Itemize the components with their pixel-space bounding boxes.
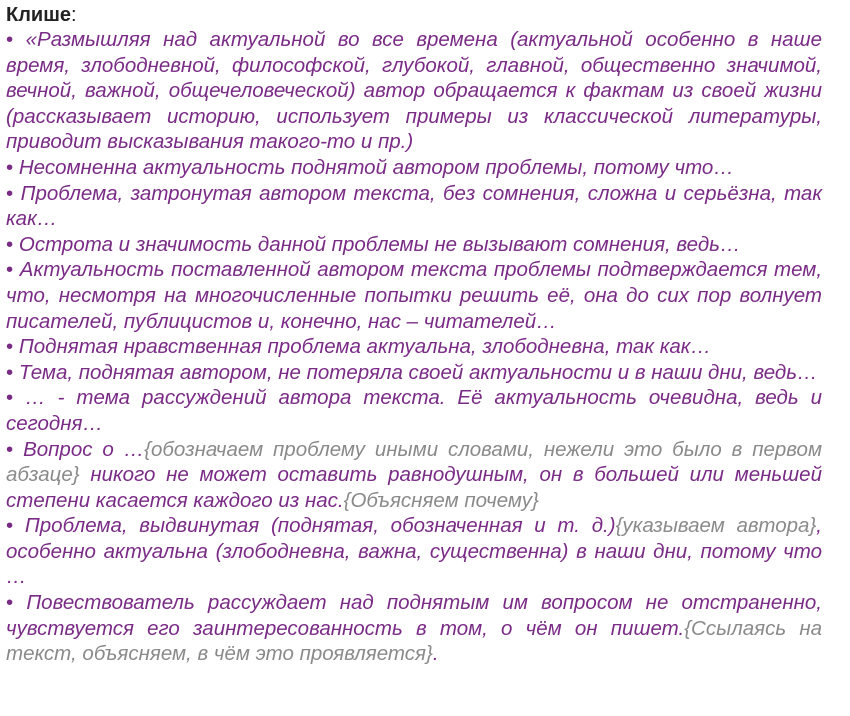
bullet-icon: •: [6, 181, 21, 205]
bullet-icon: •: [6, 360, 19, 384]
heading: [6, 3, 822, 27]
list-item: • Острота и значимость данной проблемы не вызывают сомнения, ведь…: [6, 232, 741, 256]
bullet-icon: •: [6, 258, 20, 282]
bullet-icon: •: [6, 386, 26, 410]
bullet-icon: •: [6, 335, 19, 359]
note: {обозначаем проблему иными словами, нежели это было в первом абзаце}: [6, 437, 822, 487]
note: {указываем автора}: [615, 514, 817, 538]
bullet-icon: •: [6, 514, 25, 538]
bullet-icon: •: [6, 437, 24, 461]
note: {Объясняем почему}: [343, 488, 539, 512]
list-item: • Проблема, выдвинутая (поднятая, обозначенная и т. д.){указываем автора}, особенно актуальна (злободневна, важна, существенна) в наши дни, потому что …: [6, 514, 822, 589]
bullet-icon: •: [6, 28, 26, 51]
list-item: • Тема, поднятая автором, не потеряла своей актуальности и в наши дни, ведь…: [6, 360, 818, 384]
list-item: • Повествователь рассуждает над поднятым им вопросом не отстраненно, чувствуется его заинтересованность в том, о чём он пишет.{Ссылаясь на текст, объясняем, в чём это проявляется}.: [6, 591, 823, 666]
heading-colon: :: [71, 4, 77, 26]
bullet-icon: •: [6, 155, 19, 179]
heading-bold: Клише: [6, 4, 71, 26]
list-item: • Поднятая нравственная проблема актуальна, злободневна, так как…: [6, 335, 711, 359]
bullet-icon: •: [6, 232, 19, 256]
list-item: • Вопрос о …{обозначаем проблему иными словами, нежели это было в первом абзаце} никого не может оставить равнодушным, он в большей или меньшей степени касается каждого из нас.{Объясняем почему}: [6, 437, 822, 512]
bullet-icon: •: [6, 591, 27, 615]
list-item: • Проблема, затронутая автором текста, без сомнения, сложна и серьёзна, так как…: [6, 181, 822, 231]
note: {Ссылаясь на текст, объясняем, в чём это проявляется}: [6, 616, 823, 666]
list-item: • «Размышляя над актуальной во все времена (актуальной особенно в наше время, злободневной, философской, глубокой, главной, общественно значимой, вечной, важной, общечеловеческой) автор обращается к фактам из своей жизни (рассказывает историю, использует примеры из классической литературы, приводит высказывания такого-то и пр.): [6, 28, 822, 154]
list-item: • … - тема рассуждений автора текста. Её актуальность очевидна, ведь и сегодня…: [6, 386, 823, 435]
list-item: • Актуальность поставленной автором текста проблемы подтверждается тем, что, несмотря на многочисленные попытки решить её, она до сих пор волнует писателей, публицистов и, конечно, нас – читателей…: [6, 258, 823, 333]
list-item: • Несомненна актуальность поднятой автором проблемы, потому что…: [6, 155, 734, 179]
